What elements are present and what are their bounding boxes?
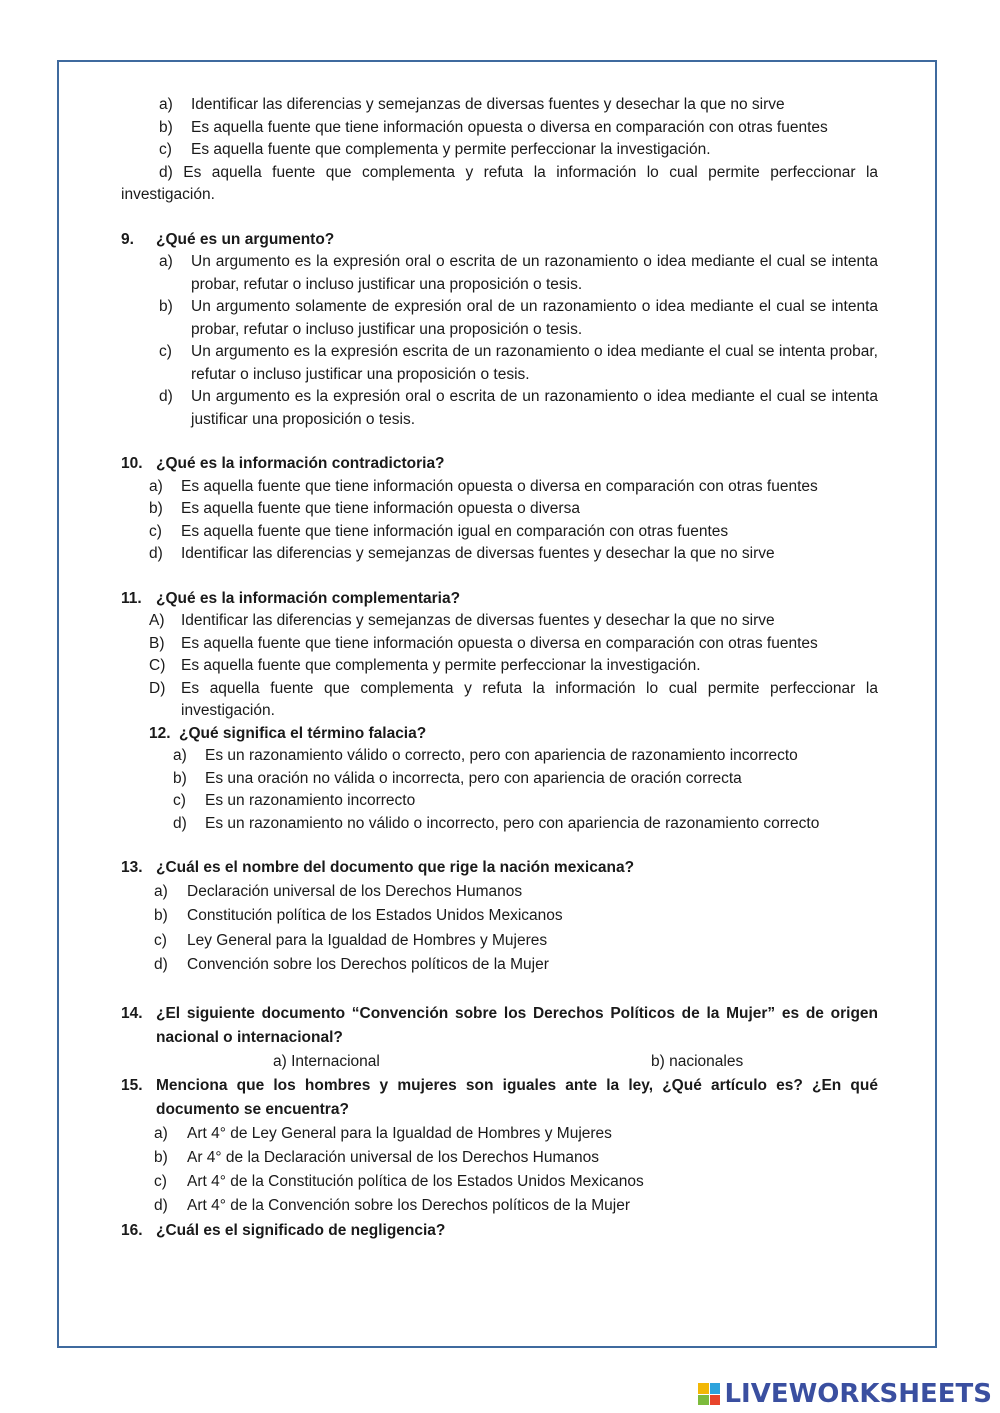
option-row[interactable]	[121, 521, 878, 544]
option-label: b)	[154, 1148, 168, 1166]
question-number: 16.	[121, 1221, 143, 1239]
option-text: Es una oración no válida o incorrecta, pero con apariencia de oración correcta	[205, 769, 742, 787]
worksheet-content	[121, 94, 878, 1243]
option-text: Convención sobre los Derechos políticos de la Mujer	[187, 956, 549, 973]
option-b[interactable]: b) nacionales	[651, 1052, 744, 1070]
option-text: Es aquella fuente que tiene información opuesta o diversa en comparación con otras fuentes	[181, 634, 818, 652]
option-text: Un argumento es la expresión oral o escrita de un razonamiento o idea mediante el cual se intenta justificar una proposición o tesis.	[191, 388, 878, 428]
option-row[interactable]	[121, 251, 878, 296]
option-row[interactable]	[121, 768, 878, 791]
question-9	[121, 229, 878, 252]
question-number: 14.	[121, 1004, 143, 1022]
option-text: Es aquella fuente que tiene información opuesta o diversa	[181, 500, 580, 517]
question-14	[121, 1002, 878, 1050]
question-text: ¿Qué es la información contradictoria?	[156, 455, 445, 472]
question-text: ¿Qué es un argumento?	[156, 230, 335, 248]
question-number: 9.	[121, 230, 134, 248]
option-text: Constitución política de los Estados Unidos Mexicanos	[187, 907, 563, 924]
option-label: d)	[159, 163, 173, 181]
option-row[interactable]	[121, 633, 878, 656]
option-text: Un argumento solamente de expresión oral de un razonamiento o idea mediante el cual se intenta probar, refutar o incluso justificar una proposición o tesis.	[191, 298, 878, 338]
brand-name: LIVEWORKSHEETS	[724, 1379, 992, 1409]
question-text: ¿Qué significa el término falacia?	[179, 724, 427, 742]
question-11	[121, 588, 878, 611]
option-label: D)	[149, 679, 166, 697]
option-row[interactable]	[121, 296, 878, 341]
option-text: Es un razonamiento incorrecto	[205, 792, 416, 809]
question-15	[121, 1074, 878, 1122]
option-label: b)	[154, 907, 168, 924]
option-row[interactable]	[121, 790, 878, 813]
option-row[interactable]	[121, 386, 878, 431]
option-label: c)	[173, 792, 186, 809]
option-row[interactable]	[121, 880, 878, 905]
option-row[interactable]	[121, 678, 878, 723]
option-row[interactable]	[121, 1122, 878, 1146]
option-text: Es aquella fuente que complementa y refuta la información lo cual permite perfeccionar la investigación.	[121, 163, 879, 203]
option-label: b)	[173, 769, 187, 787]
question-text: Menciona que los hombres y mujeres son iguales ante la ley, ¿Qué artículo es? ¿En qué documento se encuentra?	[156, 1076, 878, 1118]
option-text: Es aquella fuente que tiene información opuesta o diversa en comparación con otras fuentes	[181, 477, 818, 495]
option-row[interactable]	[121, 904, 878, 929]
option-text: Art 4° de la Convención sobre los Derechos políticos de la Mujer	[187, 1197, 631, 1215]
question-text: ¿Qué es la información complementaria?	[156, 589, 461, 607]
option-text: Art 4° de Ley General para la Igualdad de Hombres y Mujeres	[187, 1124, 612, 1142]
question-number: 12.	[149, 724, 171, 742]
option-text: Es aquella fuente que complementa y permite perfeccionar la investigación.	[191, 141, 711, 158]
option-row[interactable]	[121, 117, 878, 140]
option-row[interactable]	[121, 341, 878, 386]
question-16	[121, 1219, 878, 1243]
option-row[interactable]	[121, 1146, 878, 1170]
option-label: c)	[154, 1173, 167, 1191]
option-row[interactable]	[121, 162, 878, 207]
option-text: Es aquella fuente que complementa y permite perfeccionar la investigación.	[181, 657, 701, 674]
option-row[interactable]	[121, 745, 878, 768]
option-label: a)	[154, 882, 168, 900]
question-number: 15.	[121, 1076, 143, 1094]
option-text: Es aquella fuente que tiene información opuesta o diversa en comparación con otras fuentes	[191, 118, 828, 136]
option-row[interactable]	[121, 543, 878, 566]
option-text: Identificar las diferencias y semejanzas de diversas fuentes y desechar la que no sirve	[181, 612, 775, 629]
option-text: Ley General para la Igualdad de Hombres y Mujeres	[187, 931, 548, 949]
option-text: Un argumento es la expresión oral o escrita de un razonamiento o idea mediante el cual se intenta probar, refutar o incluso justificar una proposición o tesis.	[191, 253, 878, 293]
option-row[interactable]	[121, 476, 878, 499]
option-text: Es un razonamiento válido o correcto, pero con apariencia de razonamiento incorrecto	[205, 747, 798, 764]
question-number: 11.	[121, 589, 142, 607]
answer-row	[121, 1050, 878, 1074]
option-label: a)	[154, 1124, 168, 1142]
option-row[interactable]	[121, 94, 878, 117]
option-text: Es aquella fuente que tiene información igual en comparación con otras fuentes	[181, 522, 729, 540]
option-label: a)	[159, 96, 173, 113]
option-row[interactable]	[121, 610, 878, 633]
option-text: Art 4° de la Constitución política de los Estados Unidos Mexicanos	[187, 1173, 644, 1191]
option-text: Ar 4° de la Declaración universal de los Derechos Humanos	[187, 1148, 599, 1166]
option-text: Declaración universal de los Derechos Humanos	[187, 882, 523, 900]
option-text: Es aquella fuente que complementa y refuta la información lo cual permite perfeccionar la investigación.	[181, 679, 878, 719]
option-label: c)	[154, 931, 167, 949]
option-label: b)	[149, 500, 163, 517]
option-text: Identificar las diferencias y semejanzas de diversas fuentes y desechar la que no sirve	[181, 545, 775, 562]
question-13	[121, 857, 878, 880]
option-row[interactable]	[121, 655, 878, 678]
question-text: ¿Cuál es el significado de negligencia?	[156, 1221, 446, 1239]
liveworksheets-brand[interactable]	[698, 1379, 992, 1409]
option-row[interactable]	[121, 1170, 878, 1194]
question-number: 10.	[121, 455, 143, 472]
question-number: 13.	[121, 859, 143, 876]
option-label: c)	[159, 141, 172, 158]
option-label: C)	[149, 657, 166, 674]
option-text: Un argumento es la expresión escrita de un razonamiento o idea mediante el cual se intenta probar, refutar o incluso justificar una proposición o tesis.	[191, 343, 878, 383]
question-text: ¿El siguiente documento “Convención sobre los Derechos Políticos de la Mujer” es de origen nacional o internacional?	[156, 1004, 878, 1046]
question-12	[121, 723, 878, 746]
option-label: b)	[159, 118, 173, 136]
option-label: d)	[154, 1197, 168, 1215]
option-label: c)	[149, 522, 162, 540]
option-row[interactable]	[121, 953, 878, 978]
option-row[interactable]	[121, 929, 878, 954]
option-label: a)	[159, 253, 173, 270]
option-label: a)	[149, 477, 163, 495]
liveworksheets-logo-icon	[698, 1383, 720, 1405]
question-10	[121, 453, 878, 476]
option-label: d)	[154, 956, 168, 973]
option-label: d)	[149, 545, 163, 562]
option-row[interactable]	[121, 1194, 878, 1218]
option-label: A)	[149, 612, 165, 629]
option-label: d)	[159, 388, 173, 405]
option-label: d)	[173, 814, 187, 832]
option-row[interactable]	[121, 498, 878, 521]
option-row[interactable]	[121, 139, 878, 162]
option-label: B)	[149, 634, 165, 652]
option-a[interactable]: a) Internacional	[273, 1052, 380, 1070]
option-text: Es un razonamiento no válido o incorrecto, pero con apariencia de razonamiento correcto	[205, 814, 820, 832]
option-row[interactable]	[121, 813, 878, 836]
option-text: Identificar las diferencias y semejanzas de diversas fuentes y desechar la que no sirve	[191, 96, 785, 113]
option-label: b)	[159, 298, 173, 315]
question-text: ¿Cuál es el nombre del documento que rige la nación mexicana?	[156, 859, 635, 876]
option-label: a)	[173, 747, 187, 764]
option-label: c)	[159, 343, 172, 360]
